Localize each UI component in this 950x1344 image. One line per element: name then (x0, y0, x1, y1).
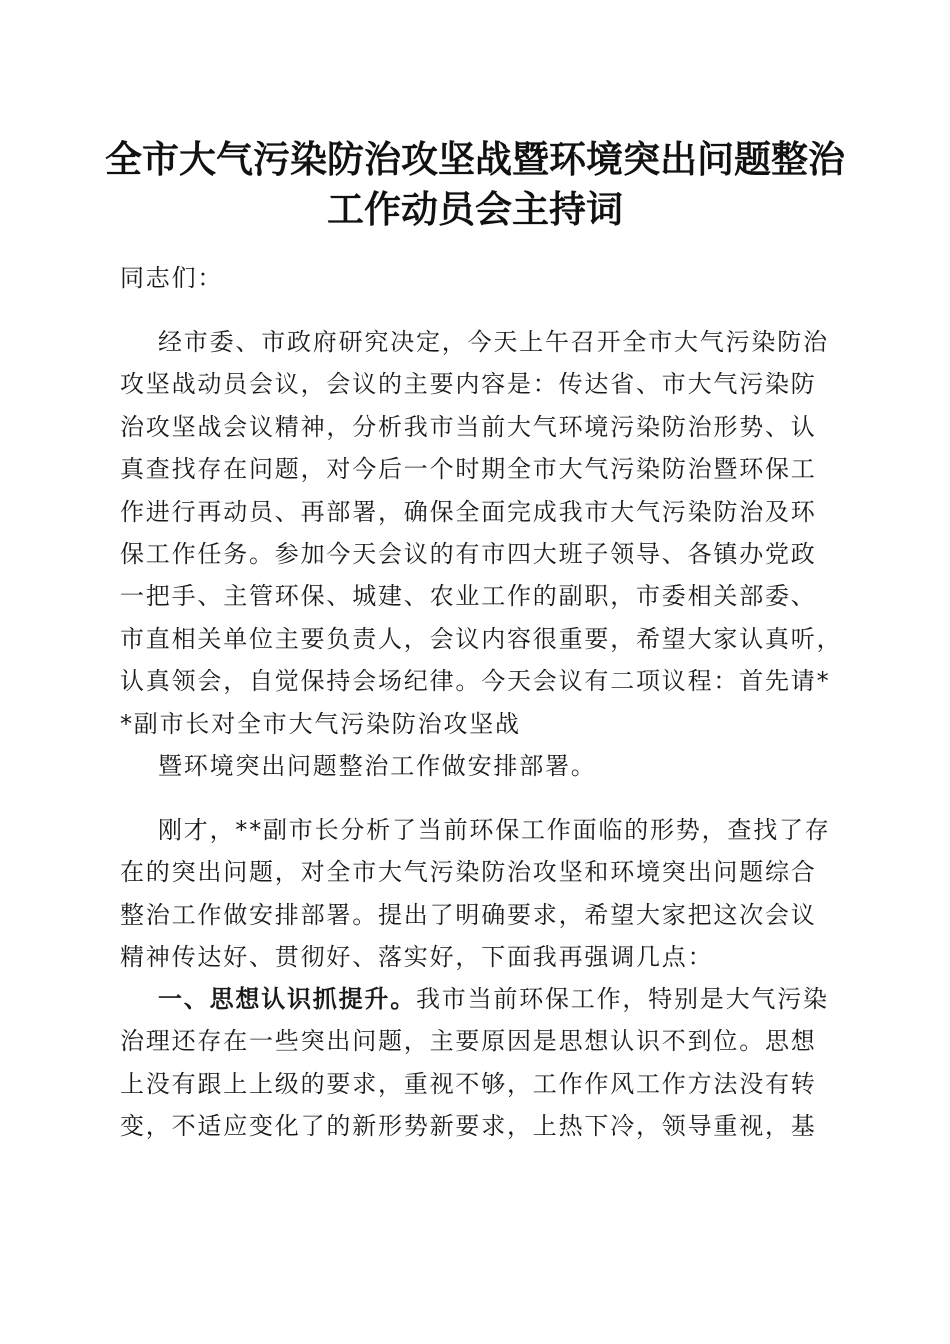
paragraph-line: 上没有跟上上级的要求，重视不够，工作作风工作方法没有转 (120, 1069, 817, 1098)
paragraph-line: 刚才，**副市长分析了当前环保工作面临的形势，查找了存 (158, 816, 831, 844)
paragraph-opening (120, 321, 843, 745)
paragraph-line: 保工作任务。参加今天会议的有市四大班子领导、各镇办党政 (120, 539, 817, 568)
paragraph-line (120, 978, 832, 1020)
paragraph-line: 攻坚战动员会议，会议的主要内容是：传达省、市大气污染防 (120, 370, 817, 399)
paragraph-line: 市直相关单位主要负责人，会议内容很重要，希望大家认真听， (120, 624, 843, 653)
paragraph-line: 精神传达好、贯彻好、落实好，下面我再强调几点： (120, 943, 714, 972)
paragraph-agenda-continuation (120, 745, 832, 787)
paragraph-line: 真查找存在问题，对今后一个时期全市大气污染防治暨环保工 (120, 455, 817, 484)
section-heading: 一、思想认识抓提升。 (158, 985, 416, 1013)
paragraph-line: 认真领会，自觉保持会场纪律。今天会议有二项议程：首先请* (120, 667, 831, 696)
paragraph-line: 暨环境突出问题整治工作做安排部署。 (158, 752, 597, 780)
document-title-line-1: 全市大气污染防治攻坚战暨环境突出问题整治 (105, 137, 845, 181)
paragraph-line-rest: 我市当前环保工作，特别是大气污染 (416, 985, 829, 1013)
paragraph-line: 变，不适应变化了的新形势新要求，上热下冷，领导重视，基 (120, 1112, 817, 1141)
paragraph-line: 整治工作做安排部署。提出了明确要求，希望大家把这次会议 (120, 900, 817, 929)
paragraph-line: 一把手、主管环保、城建、农业工作的副职，市委相关部委、 (120, 582, 817, 611)
paragraph-point-one (120, 978, 832, 1148)
document-title-line-2: 工作动员会主持词 (327, 187, 623, 231)
paragraph-line: 作进行再动员、再部署，确保全面完成我市大气污染防治及环 (120, 497, 817, 526)
paragraph-line: 经市委、市政府研究决定，今天上午召开全市大气污染防治 (158, 328, 829, 356)
paragraph-line: 治理还存在一些突出问题，主要原因是思想认识不到位。思想 (120, 1027, 817, 1056)
paragraph-line: 治攻坚战会议精神，分析我市当前大气环境污染防治形势、认 (120, 412, 817, 441)
paragraph-summary (120, 809, 832, 979)
paragraph-line: *副市长对全市大气污染防治攻坚战 (120, 709, 521, 738)
paragraph-line: 在的突出问题，对全市大气污染防治攻坚和环境突出问题综合 (120, 858, 817, 887)
greeting: 同志们： (120, 264, 224, 292)
